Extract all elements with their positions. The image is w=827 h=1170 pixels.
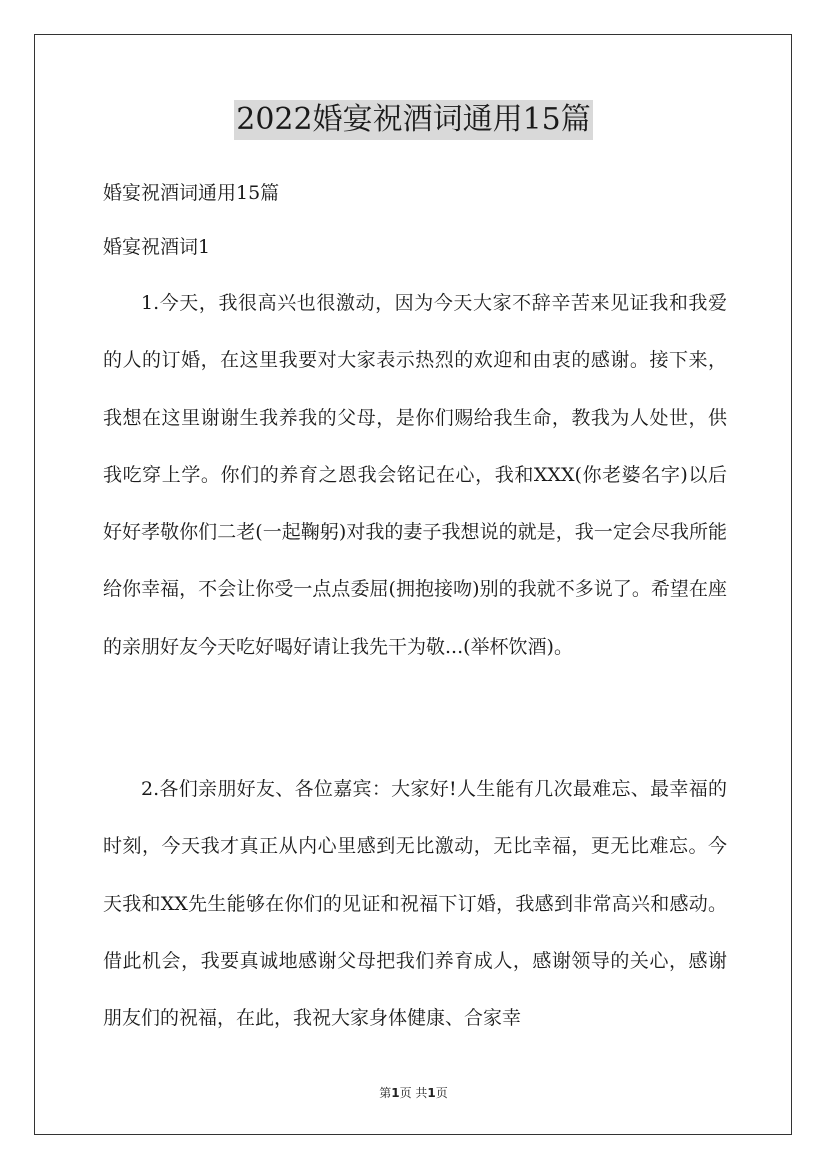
section-heading: 婚宴祝酒词1 <box>103 236 211 258</box>
footer-page-suffix: 页 <box>435 1086 448 1100</box>
paragraph-2: 2.各们亲朋好友、各位嘉宾：大家好!人生能有几次最难忘、最幸福的时刻，今天我才真正从内心里感到无比激动，无比幸福，更无比难忘。今天我和XX先生能够在你们的见证和祝福下订婚，我感到非常高兴和感动。借此机会，我要真诚地感谢父母把我们养育成人，感谢领导的关心，感谢朋友们的祝福，在此，我祝大家身体健康、合家幸 <box>103 778 727 1030</box>
footer-page-current: 1 <box>391 1086 400 1100</box>
title-container <box>0 100 827 140</box>
paragraph-1: 1.今天，我很高兴也很激动，因为今天大家不辞辛苦来见证我和我爱的人的订婚，在这里我要对大家表示热烈的欢迎和由衷的感谢。接下来，我想在这里谢谢生我养我的父母，是你们赐给我生命，教我为人处世，供我吃穿上学。你们的养育之恩我会铭记在心，我和XXX(你老婆名字)以后好好孝敬你们二老(一起鞠躬)对我的妻子我想说的就是，我一定会尽我所能给你幸福，不会让你受一点点委屈(拥抱接吻)别的我就不多说了。希望在座的亲朋好友今天吃好喝好请让我先干为敬...(举杯饮酒)。 <box>103 292 727 658</box>
document-subtitle: 婚宴祝酒词通用15篇 <box>103 182 280 204</box>
footer-page-prefix: 第 <box>379 1086 392 1100</box>
footer-page-total: 1 <box>427 1086 436 1100</box>
page-footer <box>0 1085 827 1101</box>
footer-page-mid: 页 共 <box>399 1086 428 1100</box>
document-title: 2022婚宴祝酒词通用15篇 <box>234 100 593 140</box>
